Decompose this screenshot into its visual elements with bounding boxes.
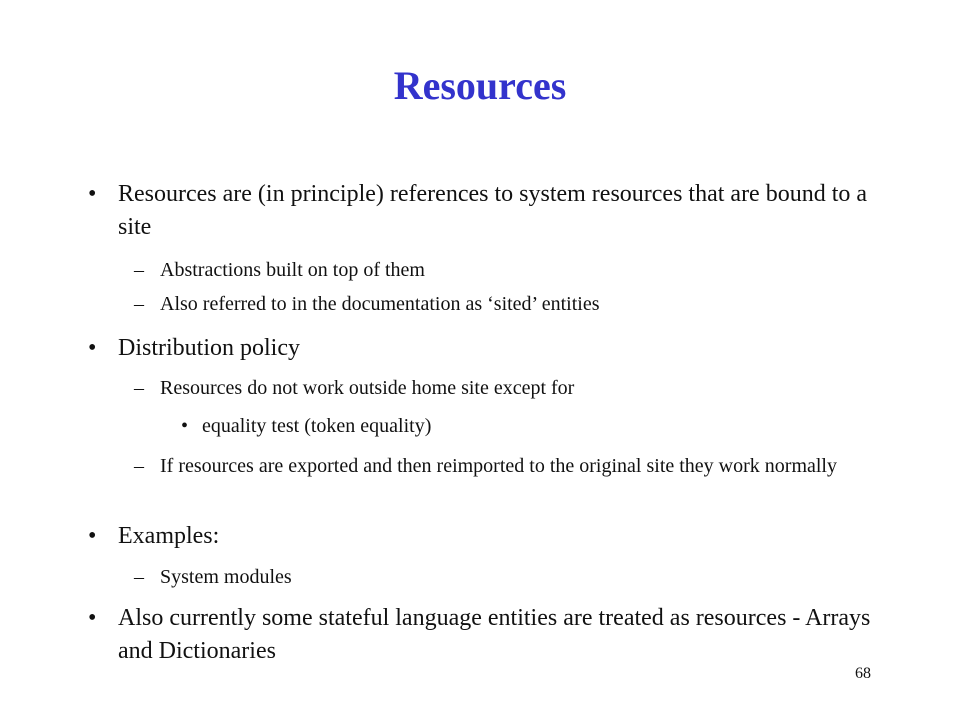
bullet-text: Resources are (in principle) references to system resources that are bound to a site: [118, 181, 868, 240]
bullet-item: [88, 602, 878, 668]
sub-bullet-text: Also referred to in the documentation as ‘sited’ entities: [160, 293, 600, 315]
bullet-text: Also currently some stateful language entities are treated as resources - Arrays and Dictionaries: [118, 605, 871, 664]
bullet-item: [88, 178, 878, 244]
sub-bullet-text: Abstractions built on top of them: [160, 259, 425, 281]
bullet-text: Distribution policy: [118, 335, 300, 361]
sub-bullet-item: [134, 563, 880, 591]
dash-marker: –: [134, 566, 144, 588]
dash-marker: –: [134, 455, 144, 477]
sub-bullet-item: [134, 290, 880, 318]
sub-bullet-text: Resources do not work outside home site except for: [160, 377, 575, 399]
page-number: 68: [855, 665, 871, 682]
dash-marker: –: [134, 293, 144, 315]
sub-bullet-text: System modules: [160, 566, 292, 588]
sub-bullet-text: If resources are exported and then reimported to the original site they work normally: [160, 455, 837, 477]
sub-sub-bullet-text: equality test (token equality): [202, 415, 432, 437]
slide-title: Resources: [393, 63, 567, 108]
dash-marker: –: [134, 259, 144, 281]
sub-bullet-item: [134, 374, 880, 402]
bullet-marker: •: [181, 415, 189, 437]
sub-bullet-item: [134, 452, 880, 480]
bullet-marker: •: [88, 181, 97, 207]
bullet-marker: •: [88, 335, 97, 361]
sub-bullet-item: [134, 256, 880, 284]
bullet-marker: •: [88, 523, 97, 549]
sub-sub-bullet-item: [181, 412, 862, 440]
bullet-text: Examples:: [118, 523, 220, 549]
bullet-item: [88, 520, 878, 553]
dash-marker: –: [134, 377, 144, 399]
bullet-marker: •: [88, 605, 97, 631]
bullet-item: [88, 332, 878, 365]
